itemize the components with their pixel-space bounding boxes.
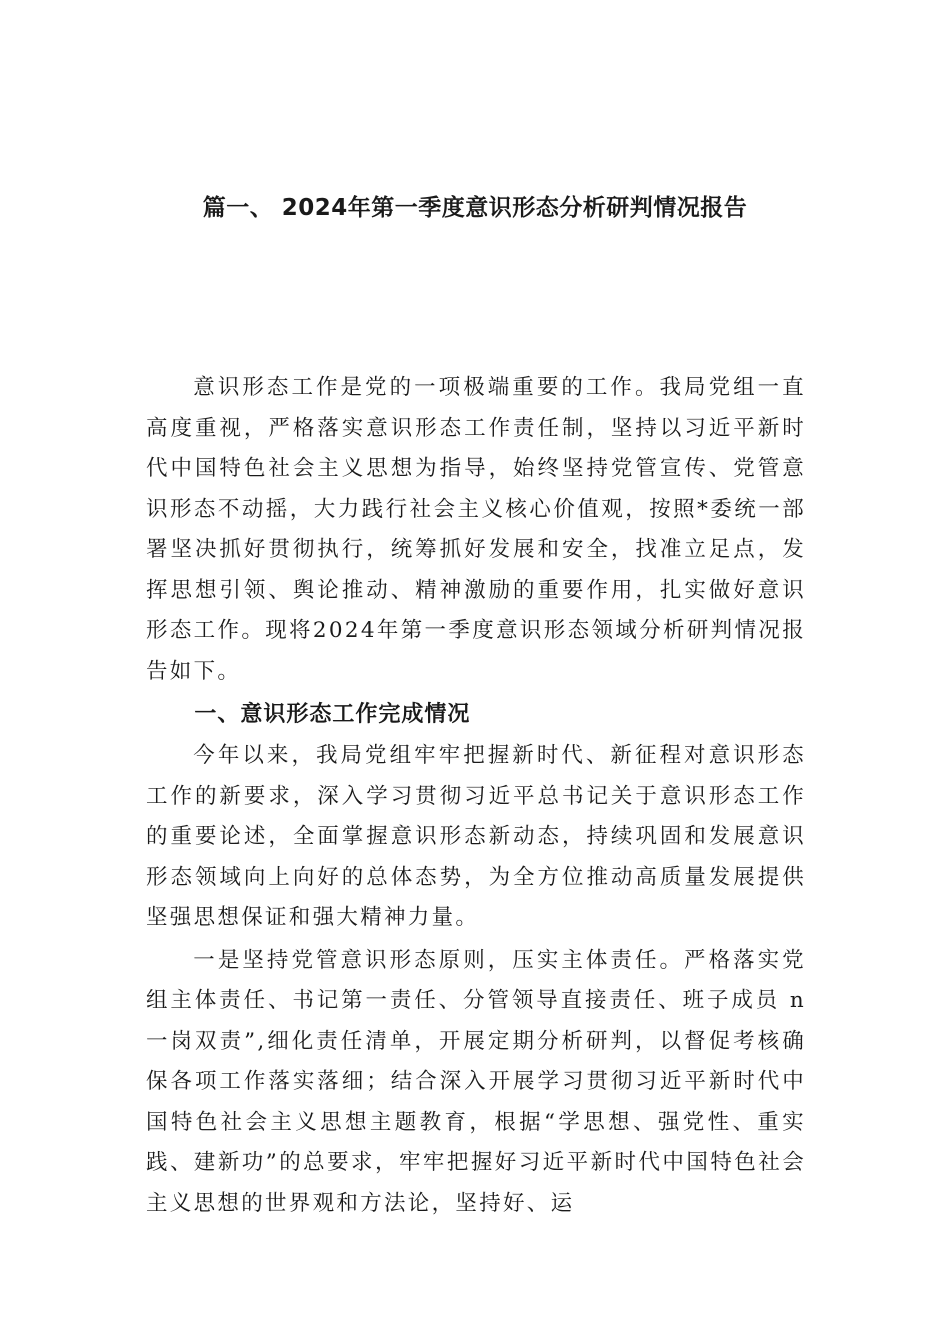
document-title: 篇一、 2024年第一季度意识形态分析研判情况报告 <box>202 195 748 221</box>
section-heading: 一、意识形态工作完成情况 <box>194 702 471 727</box>
intro-paragraph: 意识形态工作是党的一项极端重要的工作。我局党组一直高度重视，严格落实意识形态工作责任制，坚持以习近平新时代中国特色社会主义思想为指导，始终坚持党管宣传、党管意识形态不动摇，大力践行社会主义核心价值观，按照*委统一部署坚决抓好贯彻执行，统筹抓好发展和安全，找准立足点，发挥思想引领、舆论推动、精神激励的重要作用，扎实做好意识形态工作。现将2024年第一季度意识形态领域分析研判情况报告如下。 <box>146 375 806 684</box>
document-body <box>146 368 806 1224</box>
section-paragraph-2: 一是坚持党管意识形态原则，压实主体责任。严格落实党组主体责任、书记第一责任、分管领导直接责任、班子成员 n一岗双责”,细化责任清单，开展定期分析研判，以督促考核确保各项工作落实落细；结合深入开展学习贯彻习近平新时代中国特色社会主义思想主题教育，根据“学思想、强党性、重实践、建新功”的总要求，牢牢把握好习近平新时代中国特色社会主义思想的世界观和方法论，坚持好、运 <box>146 947 806 1216</box>
section-paragraph-1: 今年以来，我局党组牢牢把握新时代、新征程对意识形态工作的新要求，深入学习贯彻习近平总书记关于意识形态工作的重要论述，全面掌握意识形态新动态，持续巩固和发展意识形态领域向上向好的总体态势，为全方位推动高质量发展提供坚强思想保证和强大精神力量。 <box>146 743 806 930</box>
